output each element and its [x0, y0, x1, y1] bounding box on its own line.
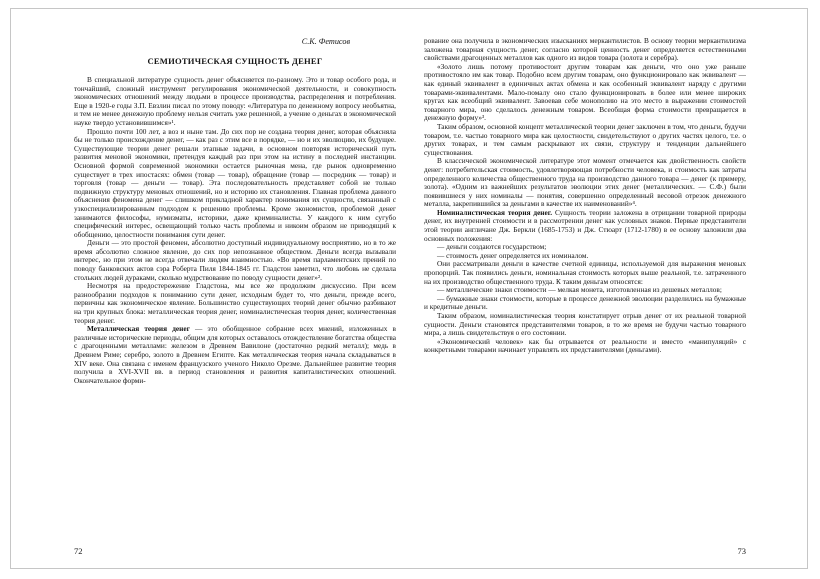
list-item	[424, 295, 746, 312]
paragraph	[74, 76, 396, 128]
paragraph-text: — металлические знаки стоимости — мелкая монета, изготовленная из дешевых металлов;	[437, 285, 722, 295]
paragraph	[74, 128, 396, 240]
paragraph-text: Прошло почти 100 лет, а воз и ныне там. До сих пор не создана теория денег, которая объясняла бы не только происхождение денег, — как раз с этим все в порядке, — но и их эволюцию, их будущее. Существующие теории денег решали этапные задачи, в основном повторяя исторический путь развития меновой экономики, претендуя каждый раз при этом на истину в последней инстанции. Основной формой современной экономики остается рыночная мена, где рынок одновременно существует в трех ипостасях: обмен (товар — товар), обращение (товар — посредник — товар) и торговля (товар — деньги — товар). Эта последовательность представляет собой не только подвижную структуру меновых отношений, но и историю их становления. Главная проблема данного объяснения феномена денег — слишком прикладной характер понимания их сущности, связанный с узкоспециализированным подходом к решению проблемы. Кроме экономистов, проблемой денег занимаются философы, нумизматы, историки, даже криминалисты. У каждого к ним сугубо специфический интерес, освещающий только часть проблемы и никоим образом не приводящий к обобщению, целостности понимания сути денег.	[74, 126, 396, 239]
paragraph	[424, 209, 746, 243]
paragraph-text: «Экономический человек» как бы отрывается от реальности и вместо «манипуляций» с конкретными товарами начинает управлять их представителями (деньгами).	[424, 336, 746, 355]
paragraph	[424, 157, 746, 209]
paragraph	[424, 338, 746, 355]
paragraph	[424, 63, 746, 123]
paragraph	[74, 325, 396, 385]
paragraph	[424, 312, 746, 338]
two-page-spread	[11, 9, 807, 568]
paragraph	[424, 260, 746, 286]
paragraph-text: Деньги — это простой феномен, абсолютно доступный индивидуальному восприятию, но в то же время абсолютно сложное явление, до сих пор непознанное обществом. Деньги всегда вызывали интерес, но при этом не всегда отвечали людям взаимностью. «Во время парламентских прений по поводу банковских актов сэра Роберта Пиля 1844-1845 гг. Гладстон заметил, что любовь не сделала стольких людей дураками, сколько мудрствование по поводу сущности денег»².	[74, 238, 396, 282]
paragraph	[424, 123, 746, 157]
paragraph-text: — это обобщенное собрание всех мнений, изложенных в различные исторические периоды, общим для которых оставалось отождествление богатства общества с драгоценными металлами: железом в Древнем Вавилоне (достаточно редкий металл); медь в Древнем Риме; серебро, золото в Древнем Египте. Как металлическая теория начала складываться в XIV веке. Она связана с именем французского ученого Николо Орезме. Дальнейшее развитие теория получила в XVI-XVII вв. в период становления и развития капиталистических отношений. Окончательное форми-	[74, 324, 396, 385]
paragraph-text: рование она получила в экономических изысканиях меркантилистов. В основу теории меркантилизма заложена товарная сущность денег, согласно которой ценность денег определяется естественными свойствами драгоценных металлов как одного из видов товара (золота и серебра).	[424, 37, 746, 63]
paragraph-text: — деньги создаются государством;	[437, 242, 547, 252]
paragraph	[424, 37, 746, 63]
paragraph-lead: Металлическая теория денег	[87, 324, 190, 334]
paragraph-text: — стоимость денег определяется их номиналом.	[437, 250, 589, 260]
paragraph	[74, 239, 396, 282]
paragraph-text: В специальной литературе сущность денег объясняется по-разному. Это и товар особого рода, и тончайший, сложный инструмент регулирования экономической деятельности, и совокупность экономических отношений между людьми в процессе производства, распределения и потребления. Еще в 1920-е годы З.П. Евзлин писал по этому поводу: «Литература по денежному вопросу необъятна, и тем не менее денежную проблему нельзя считать уже решенной, а учение о деньгах в экономической науке твердо установившимся»¹.	[74, 75, 396, 127]
paragraph-text: В классической экономической литературе этот момент отмечается как двойственность свойств денег: потребительская стоимость, удовлетворяющая потребности человека, и стоимость как затраты определенного количества общественного труда на производство данного товара — денег (к примеру, золота). «Одним из важнейших результатов эволюции этих денег (металлических. — С.Ф.) были появившиеся у них номиналы — понятия, совершенно определенный весовой отрезок денежного металла, закрепившийся за деньгами в качестве их наименований»⁴.	[424, 156, 746, 209]
author-name: С.К. Фетисов	[301, 37, 350, 46]
page-number-left: 72	[74, 546, 83, 556]
page-left	[74, 9, 396, 568]
article-title: СЕМИОТИЧЕСКАЯ СУЩНОСТЬ ДЕНЕГ	[147, 56, 323, 66]
paragraph-text: Сущность теории заложена в отрицании товарной природы денег, их внутренней стоимости и в рассмотрении денег как условных знаков. Первые представители этой теории англичане Дж. Беркли (1685-1753) и Дж. Стюарт (1712-1780) в ее основу заложили два основных положения:	[424, 207, 746, 243]
paragraph-text: — бумажные знаки стоимости, которые в процессе денежной эволюции разделились на бумажные и кредитные деньги.	[424, 293, 746, 312]
page-right-body	[424, 37, 746, 542]
page-right	[424, 9, 746, 568]
paragraph-text: Они рассматривали деньги в качестве счетной единицы, используемой для выражения меновых пропорций. Так появились деньги, номинальная стоимость которых выше реальной, т.е. затраченного на их производство общественного труда. К таким деньгам относятся:	[424, 259, 746, 286]
paragraph-text: Таким образом, номиналистическая теория констатирует отрыв денег от их реальной товарной сущности. Деньги становятся представителями товаров, в то же время не будучи частью товарного мира, а лишь свидетельствуя о его состоянии.	[424, 311, 746, 338]
book-spread	[10, 8, 808, 569]
page-left-body	[74, 37, 396, 542]
paragraph-text: Несмотря на предостережение Гладстона, мы все же продолжим дискуссию. При всем разнообразии подходов к пониманию сути денег, исходным будет то, что деньги, прежде всего, первичны как экономическое явление. Большинство существующих теорий денег обычно разбивают на три крупных блока: металлическая теория денег, номиналистическая теория денег, количественная теория денег.	[74, 281, 396, 325]
paragraph-lead: Номиналистическая теория денег.	[437, 207, 553, 217]
paragraph	[74, 282, 396, 325]
paragraph-text: «Золото лишь потому противостоит другим товарам как деньги, что оно уже раньше противостояло им как товар. Подобно всем другим товарам, оно функционировало как эквивалент — как единый эквивалент в единичных актах обмена и как особенный эквивалент наряду с другими товарами-эквивалентами. Мало-помалу оно стало функционировать в более или менее широких кругах как всеобщий эквивалент. Завоевав себе монополию на это место в выражении стоимостей товарного мира, оно сделалось денежным товаром. Всеобщая форма стоимости превращается в денежную форму»³.	[424, 61, 746, 123]
page-number-right: 73	[737, 546, 746, 556]
paragraph-text: Таким образом, основной концепт металлической теории денег заключен в том, что деньги, будучи товаром, т.е. частью товарного мира как целостности, свидетельствуют о других частях целого, т.е. о других товарах, и тем самым раскрывают их связи, структуру и тенденции дальнейшего существования.	[424, 121, 746, 157]
